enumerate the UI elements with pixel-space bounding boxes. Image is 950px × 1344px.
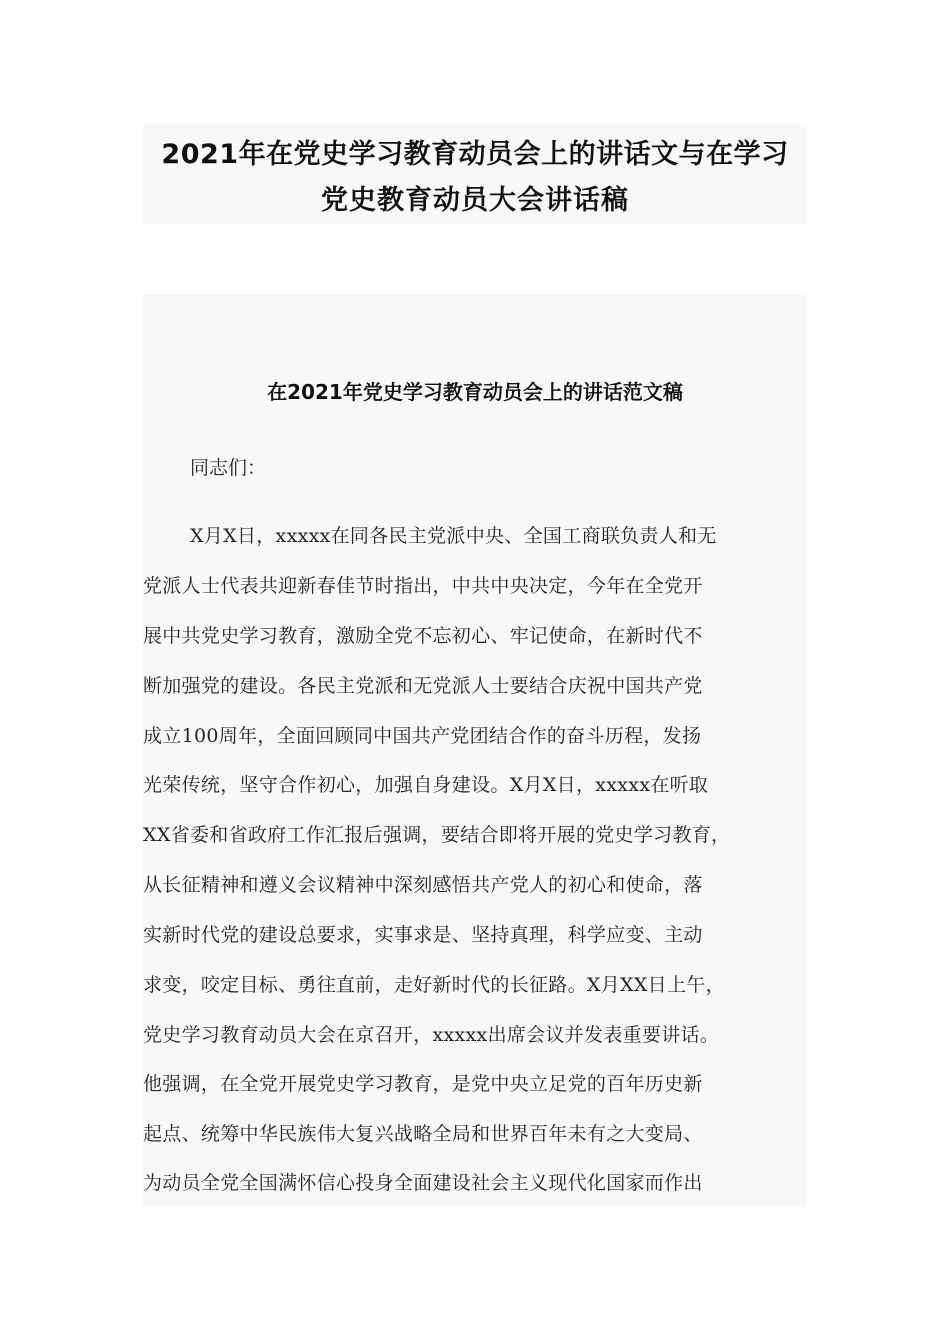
paragraph-line: 从长征精神和遵义会议精神中深刻感悟共产党人的初心和使命，落 — [143, 874, 703, 896]
paragraph-line: 断加强党的建设。各民主党派和无党派人士要结合庆祝中国共产党 — [143, 675, 703, 697]
paragraph-line: 他强调，在全党开展党史学习教育，是党中央立足党的百年历史新 — [143, 1073, 703, 1095]
paragraph-line: 党史学习教育动员大会在京召开，xxxxx出席会议并发表重要讲话。 — [143, 1024, 720, 1046]
paragraph-line: 成立100周年，全面回顾同中国共产党团结合作的奋斗历程，发扬 — [143, 725, 702, 747]
paragraph-line: 光荣传统，坚守合作初心，加强自身建设。X月X日，xxxxx在听取 — [143, 774, 709, 796]
document-title-line-2: 党史教育动员大会讲话稿 — [321, 185, 629, 216]
paragraph-line: XX省委和省政府工作汇报后强调，要结合即将开展的党史学习教育， — [143, 824, 731, 846]
paragraph-line: 展中共党史学习教育，激励全党不忘初心、牢记使命，在新时代不 — [143, 625, 703, 647]
paragraph-line: 起点、统筹中华民族伟大复兴战略全局和世界百年未有之大变局、 — [143, 1123, 703, 1145]
paragraph-line: 求变，咬定目标、勇往直前，走好新时代的长征路。X月XX日上午， — [143, 974, 725, 996]
paragraph-line: 党派人士代表共迎新春佳节时指出，中共中央决定，今年在全党开 — [143, 575, 703, 597]
document-title-block — [143, 124, 807, 224]
document-body — [143, 293, 807, 1207]
section-title: 在2021年党史学习教育动员会上的讲话范文稿 — [267, 380, 683, 404]
document-title-line-1: 2021年在党史学习教育动员会上的讲话文与在学习 — [161, 139, 789, 170]
paragraph-line: X月X日，xxxxx在同各民主党派中央、全国工商联负责人和无 — [190, 525, 717, 547]
salutation: 同志们： — [190, 457, 267, 479]
paragraph-line: 为动员全党全国满怀信心投身全面建设社会主义现代化国家而作出 — [143, 1172, 703, 1194]
paragraph-line: 实新时代党的建设总要求，实事求是、坚持真理，科学应变、主动 — [143, 924, 703, 946]
